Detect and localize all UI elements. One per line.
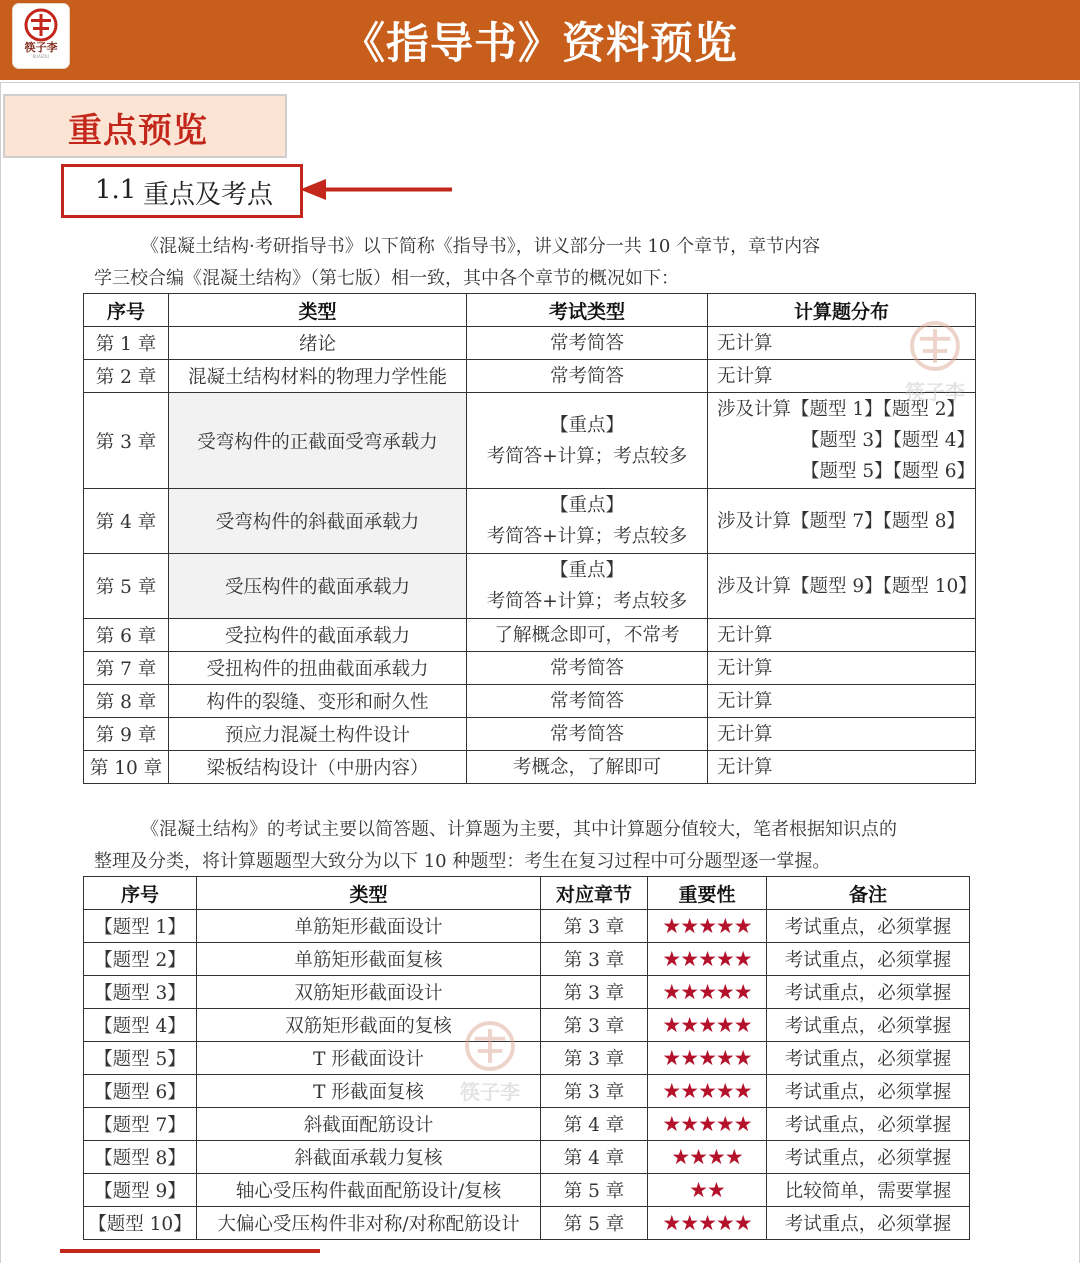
- table-row: [84, 1009, 970, 1042]
- exam-type-text: 考概念，了解即可: [512, 756, 661, 778]
- exam-type-cell: [467, 685, 708, 718]
- chapter-cell: 第 6 章: [84, 619, 169, 652]
- watermark-emblem-icon: [462, 1020, 518, 1072]
- problem-type-number-cell: 【题型 9】: [84, 1174, 197, 1207]
- calc-distribution-text: 无计算: [717, 365, 773, 387]
- calc-distribution-cell: [708, 489, 976, 554]
- arrow-left-icon: [300, 178, 455, 202]
- column-header: 类型: [197, 877, 541, 910]
- exam-type-text: 常考简答: [549, 365, 624, 387]
- calc-distribution-cell: [708, 393, 976, 489]
- chapter-cell: 第 3 章: [541, 943, 648, 976]
- exam-type-cell: [467, 652, 708, 685]
- calc-distribution-cell: [708, 718, 976, 751]
- table-row: [84, 489, 976, 554]
- table-row: [84, 1108, 970, 1141]
- exam-type-cell: [467, 619, 708, 652]
- subsection-title: 重点及考点: [143, 180, 274, 210]
- exam-type-text: 常考简答: [549, 657, 624, 679]
- intro-line-2: 学三校合编《混凝土结构》（第七版）相一致，其中各个章节的概况如下：: [94, 268, 679, 289]
- problem-type-cell: 斜截面配筋设计: [197, 1108, 541, 1141]
- watermark-emblem-icon: [907, 320, 963, 372]
- problem-type-number-cell: 【题型 8】: [84, 1141, 197, 1174]
- table-row: [84, 685, 976, 718]
- note-cell: 考试重点，必须掌握: [767, 943, 970, 976]
- chapter-cell: 第 4 章: [541, 1141, 648, 1174]
- table-row: [84, 1174, 970, 1207]
- calc-distribution-cell: [708, 554, 976, 619]
- column-header: 考试类型: [467, 294, 708, 327]
- calc-distribution-text: 涉及计算【题型 7】【题型 8】: [717, 510, 966, 532]
- calc-distribution-text: 无计算: [717, 332, 773, 354]
- exam-type-cell: [467, 327, 708, 360]
- summary-line-2: 整理及分类，将计算题题型大致分为以下 10 种题型：考生在复习过程中可分题型逐一掌握。: [94, 851, 831, 872]
- table-header-row: [84, 877, 970, 910]
- problem-type-number-cell: 【题型 7】: [84, 1108, 197, 1141]
- exam-type-cell: [467, 554, 708, 619]
- table-row: [84, 976, 970, 1009]
- chapter-cell: 第 9 章: [84, 718, 169, 751]
- problem-type-cell: 单筋矩形截面设计: [197, 910, 541, 943]
- exam-type-cell: [467, 393, 708, 489]
- note-cell: 考试重点，必须掌握: [767, 1009, 970, 1042]
- problem-type-cell: 单筋矩形截面复核: [197, 943, 541, 976]
- chapter-cell: 第 3 章: [541, 1042, 648, 1075]
- note-cell: 考试重点，必须掌握: [767, 976, 970, 1009]
- chapter-cell: 第 3 章: [541, 976, 648, 1009]
- chapter-cell: 第 10 章: [84, 751, 169, 784]
- importance-stars: ★★★★★: [648, 1207, 767, 1240]
- chapter-overview-table: [83, 293, 976, 784]
- problem-type-cell: 大偏心受压构件非对称/对称配筋设计: [197, 1207, 541, 1240]
- chapter-cell: 第 3 章: [84, 393, 169, 489]
- intro-line-1: 《混凝土结构·考研指导书》以下简称《指导书》，讲义部分一共 10 个章节，章节内容: [141, 236, 821, 257]
- column-header: 对应章节: [541, 877, 648, 910]
- type-cell: 受拉构件的截面承载力: [169, 619, 467, 652]
- table-row: [84, 327, 976, 360]
- watermark-logo: [905, 320, 965, 405]
- exam-type-cell: [467, 360, 708, 393]
- exam-type-text: 考简答+计算；考点较多: [486, 445, 688, 467]
- calc-distribution-cell: [708, 619, 976, 652]
- column-header: 序号: [84, 877, 197, 910]
- problem-type-number-cell: 【题型 3】: [84, 976, 197, 1009]
- importance-stars: ★★★★★: [648, 1108, 767, 1141]
- chapter-cell: 第 5 章: [541, 1174, 648, 1207]
- table-header-row: [84, 294, 976, 327]
- type-cell: 预应力混凝土构件设计: [169, 718, 467, 751]
- exam-type-cell: [467, 489, 708, 554]
- note-cell: 考试重点，必须掌握: [767, 1108, 970, 1141]
- exam-type-text: 常考简答: [549, 332, 624, 354]
- table-row: [84, 910, 970, 943]
- importance-stars: ★★★★★: [648, 1042, 767, 1075]
- table-row: [84, 1042, 970, 1075]
- importance-stars: ★★★★★: [648, 943, 767, 976]
- table-row: [84, 751, 976, 784]
- calc-distribution-cell: [708, 652, 976, 685]
- calc-distribution-text: 涉及计算【题型 9】【题型 10】: [717, 575, 977, 597]
- problem-type-cell: 双筋矩形截面设计: [197, 976, 541, 1009]
- table-row: [84, 652, 976, 685]
- table-row: [84, 943, 970, 976]
- type-cell: 受弯构件的正截面受弯承载力: [169, 393, 467, 489]
- table-row: [84, 393, 976, 489]
- problem-type-cell: 双筋矩形截面的复核: [197, 1009, 541, 1042]
- section-divider: [60, 1249, 320, 1253]
- exam-type-text: 考简答+计算；考点较多: [486, 591, 688, 612]
- type-cell: 受弯构件的斜截面承载力: [169, 489, 467, 554]
- watermark-logo: [460, 1020, 520, 1105]
- header-banner: [0, 0, 1080, 80]
- problem-type-number-cell: 【题型 5】: [84, 1042, 197, 1075]
- chapter-cell: 第 4 章: [541, 1108, 648, 1141]
- calc-distribution-text: 无计算: [717, 624, 773, 646]
- logo-subtext: KUAIZILI: [32, 54, 50, 59]
- chapter-cell: 第 1 章: [84, 327, 169, 360]
- calc-distribution-text: 无计算: [717, 756, 773, 778]
- exam-type-cell: [467, 718, 708, 751]
- table-row: [84, 554, 976, 619]
- importance-stars: ★★: [648, 1174, 767, 1207]
- problem-type-cell: 轴心受压构件截面配筋设计/复核: [197, 1174, 541, 1207]
- column-header: 类型: [169, 294, 467, 327]
- problem-type-number-cell: 【题型 2】: [84, 943, 197, 976]
- importance-stars: ★★★★★: [648, 1009, 767, 1042]
- exam-type-text: 常考简答: [549, 723, 624, 745]
- importance-stars: ★★★★★: [648, 910, 767, 943]
- table-row: [84, 360, 976, 393]
- column-header: 备注: [767, 877, 970, 910]
- page-title: 《指导书》资料预览: [342, 19, 738, 69]
- chapter-cell: 第 7 章: [84, 652, 169, 685]
- exam-type-text: 考简答+计算；考点较多: [486, 526, 688, 547]
- type-cell: 梁板结构设计（中册内容）: [169, 751, 467, 784]
- note-cell: 考试重点，必须掌握: [767, 1141, 970, 1174]
- exam-type-text: 【重点】: [549, 495, 624, 516]
- table-row: [84, 619, 976, 652]
- chapter-cell: 第 8 章: [84, 685, 169, 718]
- type-cell: 构件的裂缝、变形和耐久性: [169, 685, 467, 718]
- note-cell: 考试重点，必须掌握: [767, 910, 970, 943]
- chapter-cell: 第 5 章: [541, 1207, 648, 1240]
- importance-stars: ★★★★: [648, 1141, 767, 1174]
- type-cell: 受压构件的截面承载力: [169, 554, 467, 619]
- problem-type-cell: 斜截面承载力复核: [197, 1141, 541, 1174]
- type-cell: 绪论: [169, 327, 467, 360]
- table-row: [84, 1207, 970, 1240]
- type-cell: 混凝土结构材料的物理力学性能: [169, 360, 467, 393]
- chapter-cell: 第 5 章: [84, 554, 169, 619]
- note-cell: 考试重点，必须掌握: [767, 1042, 970, 1075]
- calc-distribution-text: 无计算: [717, 723, 773, 745]
- logo-text: 筷子李: [24, 41, 58, 54]
- calc-distribution-cell: [708, 751, 976, 784]
- calc-distribution-text: 【题型 5】【题型 6】: [800, 461, 975, 482]
- calc-distribution-text: 【题型 3】【题型 4】: [800, 430, 975, 451]
- exam-type-cell: [467, 751, 708, 784]
- table-row: [84, 1075, 970, 1108]
- problem-type-number-cell: 【题型 4】: [84, 1009, 197, 1042]
- chapter-cell: 第 3 章: [541, 1075, 648, 1108]
- problem-type-number-cell: 【题型 1】: [84, 910, 197, 943]
- exam-type-text: 常考简答: [549, 690, 624, 712]
- problem-type-number-cell: 【题型 10】: [84, 1207, 197, 1240]
- exam-type-text: 【重点】: [549, 414, 624, 436]
- calc-distribution-text: 涉及计算【题型 1】【题型 2】: [717, 399, 966, 420]
- note-cell: 考试重点，必须掌握: [767, 1075, 970, 1108]
- note-cell: 考试重点，必须掌握: [767, 1207, 970, 1240]
- chapter-cell: 第 2 章: [84, 360, 169, 393]
- type-cell: 受扭构件的扭曲截面承载力: [169, 652, 467, 685]
- watermark-text: 筷子李: [905, 380, 965, 404]
- problem-type-table: [83, 876, 970, 1240]
- column-header: 计算题分布: [708, 294, 976, 327]
- column-header: 序号: [84, 294, 169, 327]
- chapter-cell: 第 3 章: [541, 1009, 648, 1042]
- section-title: 重点预览: [68, 111, 208, 151]
- problem-type-cell: T 形截面复核: [197, 1075, 541, 1108]
- importance-stars: ★★★★★: [648, 1075, 767, 1108]
- importance-stars: ★★★★★: [648, 976, 767, 1009]
- chapter-cell: 第 4 章: [84, 489, 169, 554]
- watermark-text: 筷子李: [460, 1080, 520, 1104]
- summary-line-1: 《混凝土结构》的考试主要以简答题、计算题为主要，其中计算题分值较大，笔者根据知识点的: [141, 819, 897, 840]
- exam-type-text: 【重点】: [549, 560, 624, 581]
- calc-distribution-cell: [708, 685, 976, 718]
- problem-type-number-cell: 【题型 6】: [84, 1075, 197, 1108]
- table-row: [84, 1141, 970, 1174]
- note-cell: 比较简单，需要掌握: [767, 1174, 970, 1207]
- chapter-cell: 第 3 章: [541, 910, 648, 943]
- calc-distribution-text: 无计算: [717, 690, 773, 712]
- table-row: [84, 718, 976, 751]
- calc-distribution-text: 无计算: [717, 657, 773, 679]
- problem-type-cell: T 形截面设计: [197, 1042, 541, 1075]
- subsection-number: 1.1: [95, 175, 137, 205]
- column-header: 重要性: [648, 877, 767, 910]
- exam-type-text: 了解概念即可，不常考: [494, 624, 680, 646]
